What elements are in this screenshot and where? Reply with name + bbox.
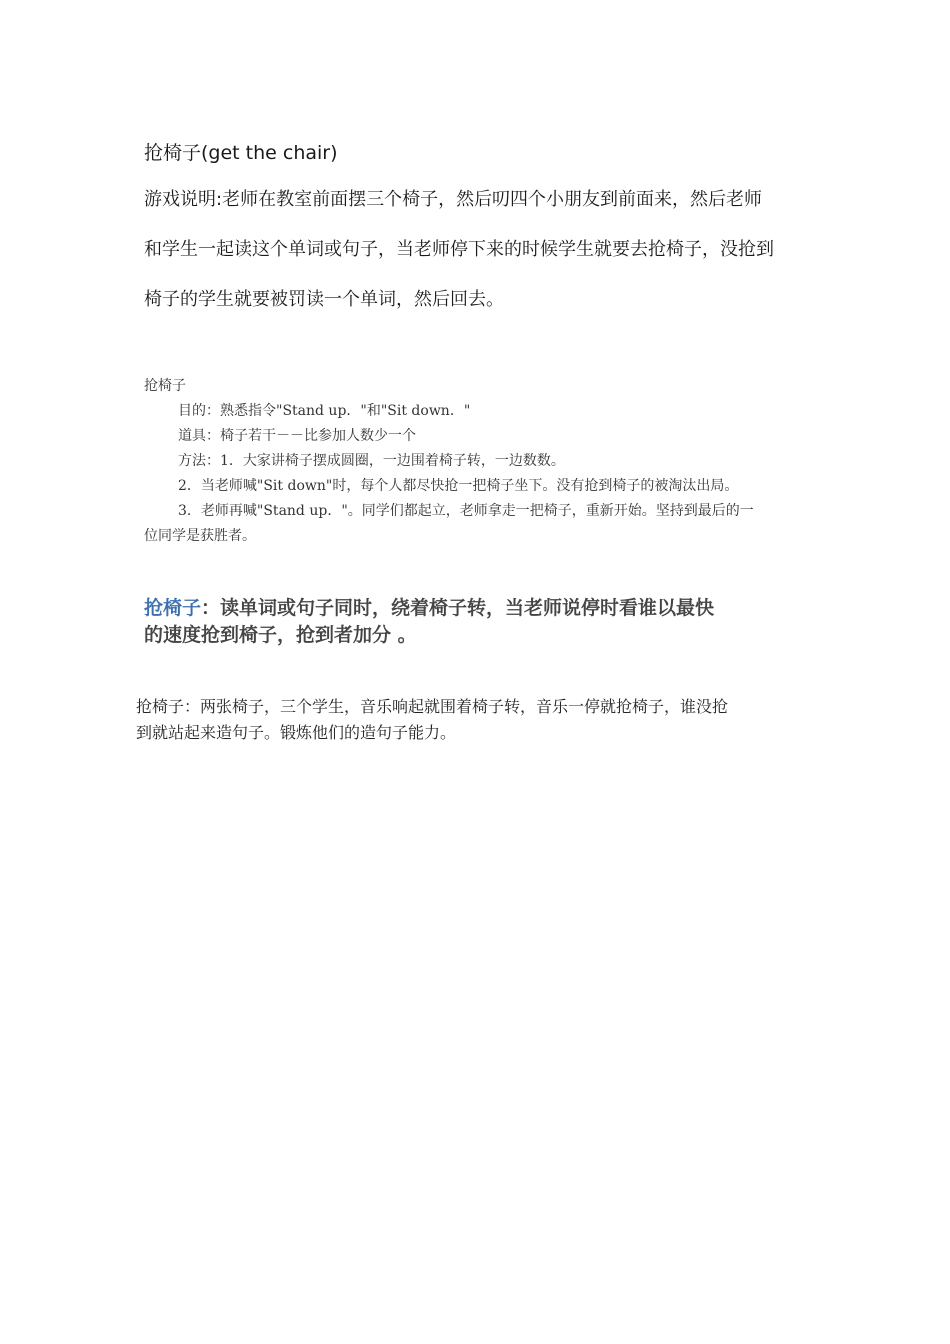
- section2-title: 抢椅子: [144, 378, 186, 394]
- section2-body: [144, 374, 816, 549]
- section1-line: 椅子的学生就要被罚读一个单词，然后回去。: [144, 289, 504, 310]
- section1-line: 和学生一起读这个单词或句子，当老师停下来的时候学生就要去抢椅子，没抢到: [144, 239, 774, 260]
- section2-step3-continued: 位同学是获胜者。: [144, 528, 256, 544]
- section2-props: 道具：椅子若干－－比参加人数少一个: [178, 428, 416, 444]
- section4-line: 到就站起来造句子。锻炼他们的造句子能力。: [136, 723, 457, 742]
- section4-body: [136, 694, 826, 746]
- section1-body: [144, 182, 816, 332]
- section4-line: 抢椅子：两张椅子，三个学生，音乐响起就围着椅子转，音乐一停就抢椅子，谁没抢: [136, 697, 729, 716]
- section2-method: 方法：1．大家讲椅子摆成圆圈，一边围着椅子转，一边数数。: [178, 453, 565, 469]
- section3-line: [144, 595, 824, 622]
- section2-step3: 3．老师再喊"Stand up．"。同学们都起立，老师拿走一把椅子，重新开始。坚持到最后的一: [178, 503, 754, 519]
- section2-purpose: 目的：熟悉指令"Stand up．"和"Sit down．": [178, 403, 471, 419]
- section1-title: 抢椅子(get the chair): [144, 142, 338, 164]
- section1-line: 游戏说明:老师在教室前面摆三个椅子，然后叨四个小朋友到前面来，然后老师: [144, 189, 763, 210]
- section3-highlight: 抢椅子: [144, 597, 202, 619]
- section2-step2: 2．当老师喊"Sit down"时，每个人都尽快抢一把椅子坐下。没有抢到椅子的被淘汰出局。: [178, 478, 739, 494]
- section3-body: [144, 595, 824, 649]
- section3-line1-text: ：读单词或句子同时，绕着椅子转，当老师说停时看谁以最快: [201, 597, 715, 619]
- section3-line: 的速度抢到椅子，抢到者加分 。: [144, 624, 417, 646]
